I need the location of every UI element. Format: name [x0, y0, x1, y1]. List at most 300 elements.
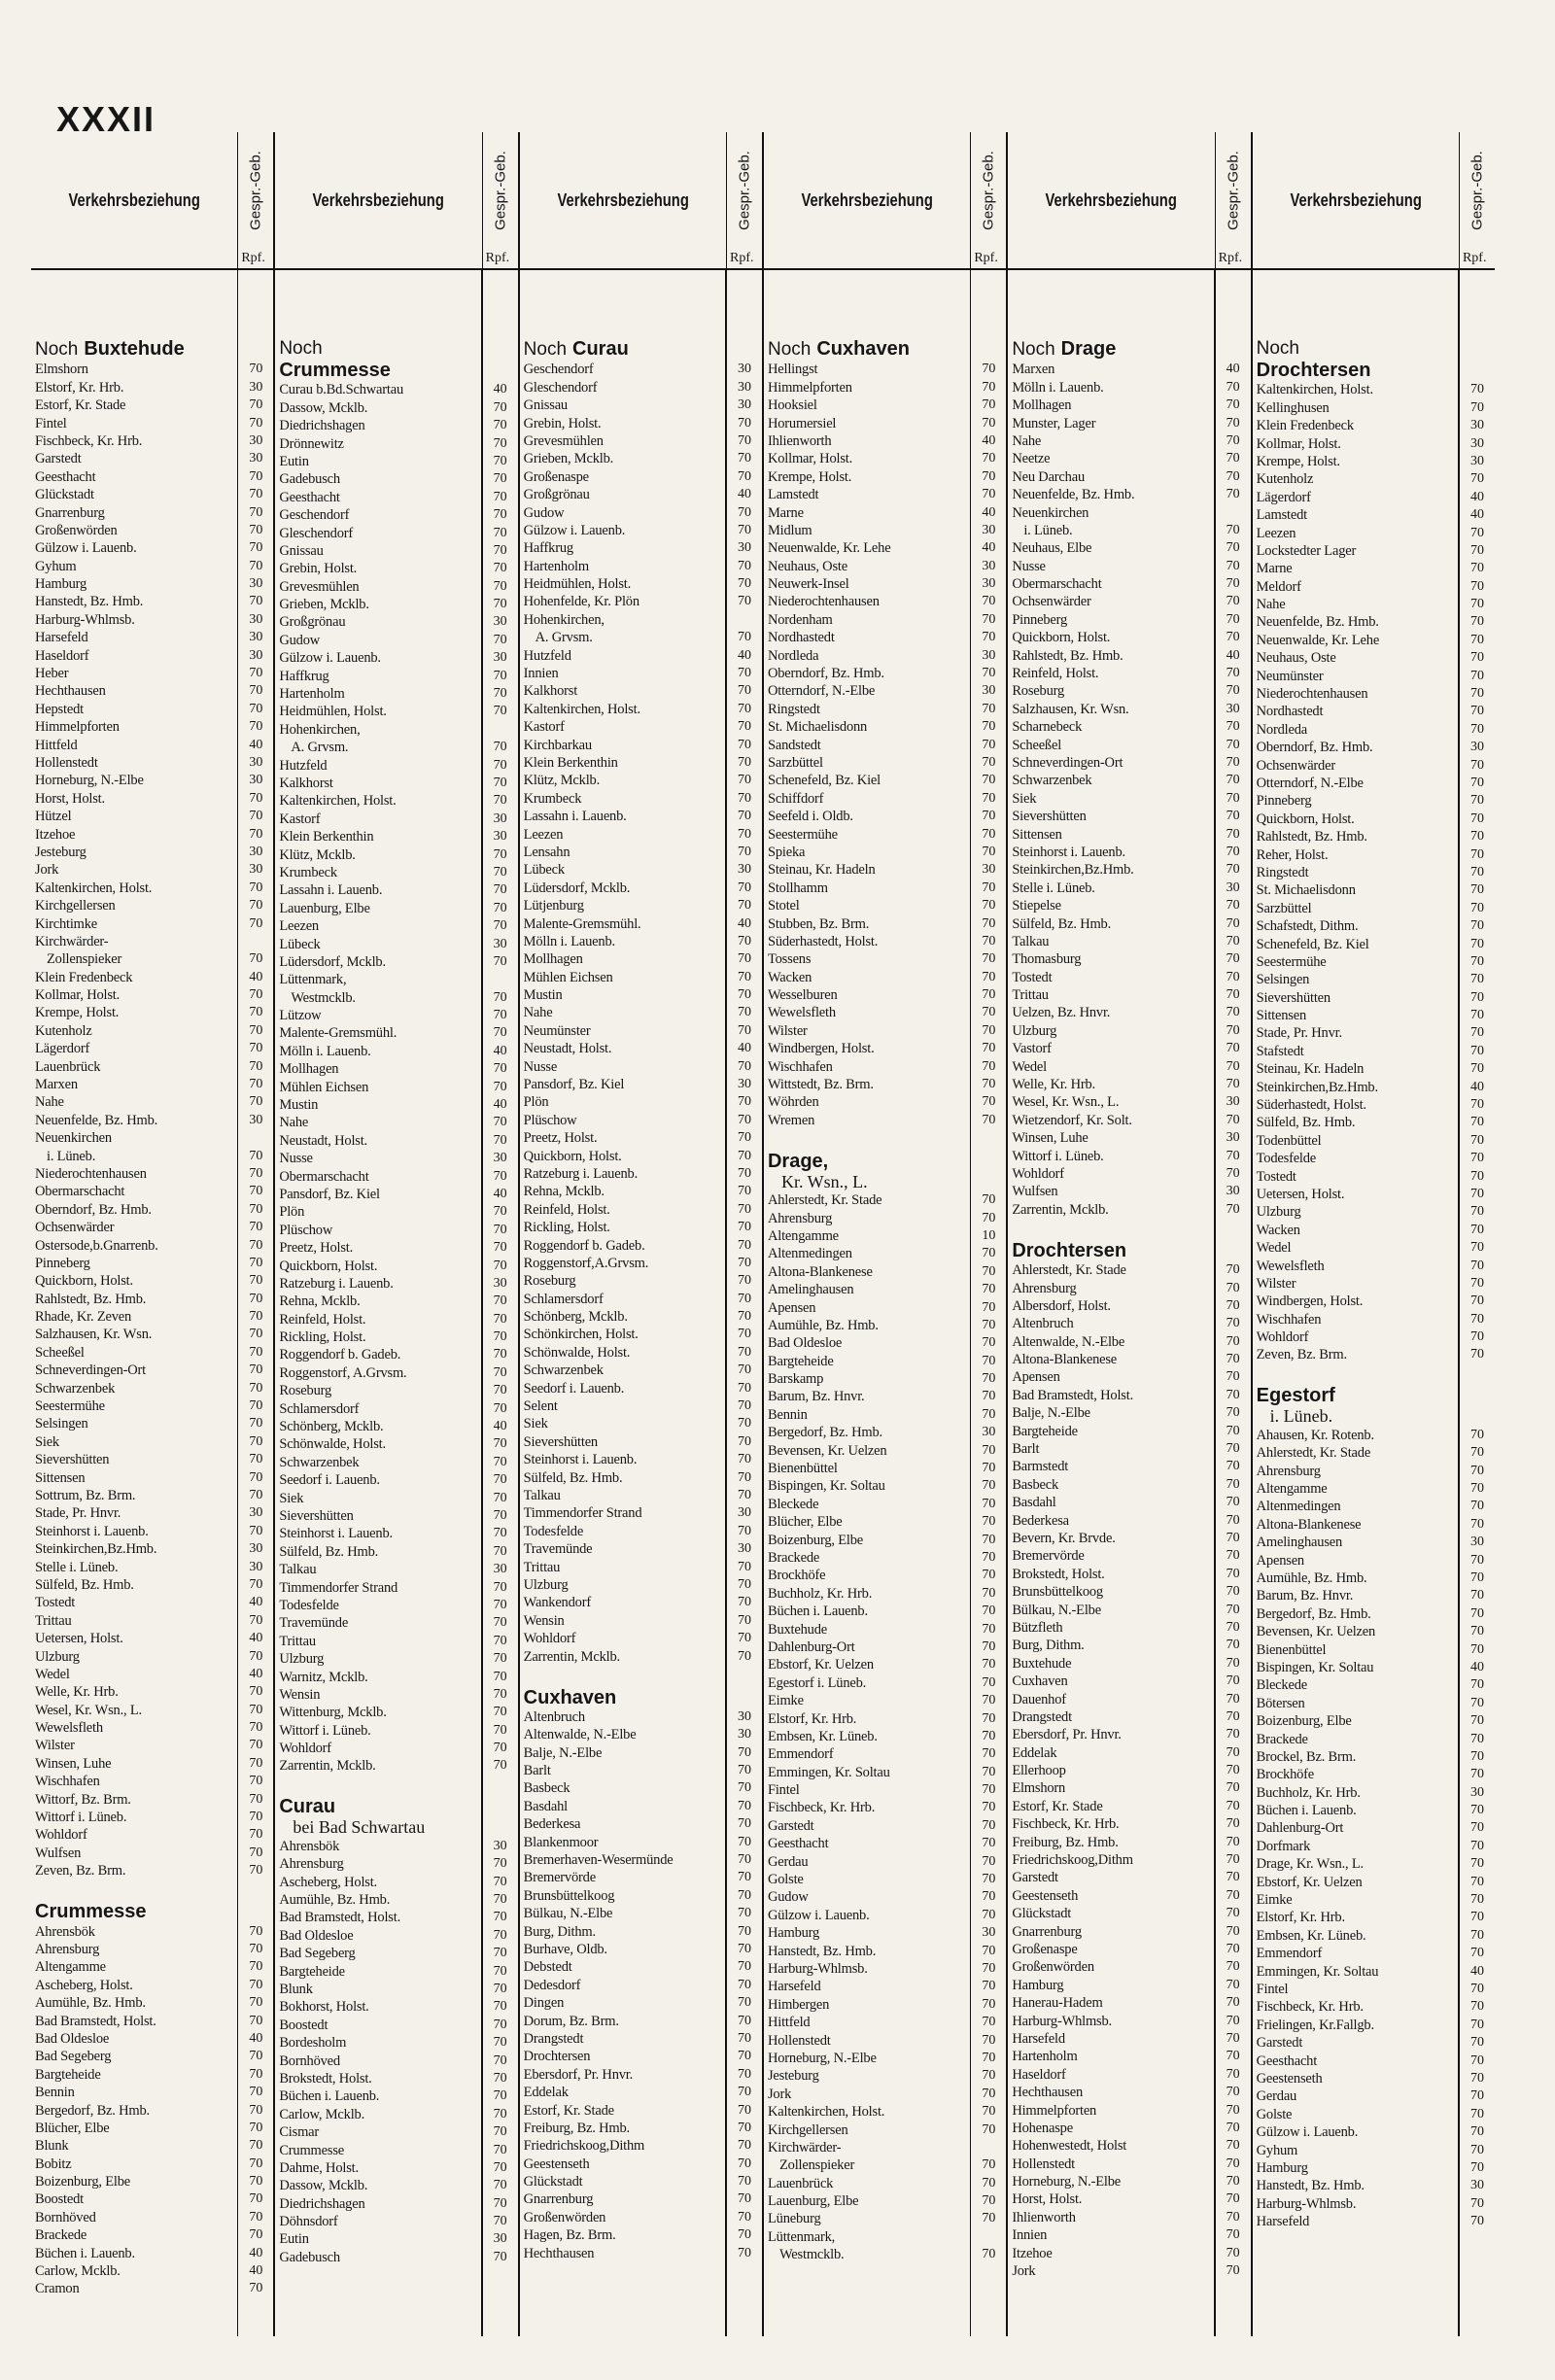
place-name: Kalkhorst: [279, 775, 333, 791]
place-name: Wittenburg, Mcklb.: [279, 1705, 387, 1721]
table-row: [764, 1638, 1006, 1656]
place-name: Lägerdorf: [1256, 489, 1311, 505]
rate-value: 70: [493, 525, 507, 540]
table-row: [764, 2067, 1006, 2085]
rate-value: 70: [982, 773, 996, 788]
table-row: [31, 665, 273, 682]
table-row: [1008, 539, 1250, 557]
rate-value: 70: [249, 504, 263, 520]
table-row: [31, 1004, 273, 1021]
place-name: Ellerhoop: [1012, 1763, 1066, 1779]
rate-value: 40: [249, 737, 263, 752]
table-row: [520, 736, 762, 753]
table-row: [520, 1057, 762, 1075]
place-name: Lägerdorf: [35, 1041, 90, 1057]
rate-value: 70: [1469, 597, 1484, 612]
rate-value: 70: [249, 1827, 263, 1843]
place-name: Geschendorf: [279, 507, 350, 524]
rate-value: 70: [1226, 809, 1240, 824]
place-name: Ebersdorf, Pr. Hnvr.: [1012, 1727, 1122, 1743]
table-row: [764, 1441, 1006, 1459]
table-row: [520, 933, 762, 950]
place-name: Rehna, Mcklb.: [523, 1184, 605, 1200]
place-name: Hohenfelde, Kr. Plön: [523, 594, 639, 610]
rate-value: 70: [249, 1184, 263, 1199]
place-name: Zeven, Bz. Brm.: [35, 1863, 126, 1880]
table-row: [275, 685, 517, 703]
place-name: Seestermühe: [767, 826, 838, 843]
rate-value: 70: [249, 2066, 263, 2082]
table-row: [1008, 1815, 1250, 1833]
rate-value: 30: [737, 1077, 751, 1092]
rate-value: 70: [493, 1874, 507, 1889]
rate-value: 70: [493, 2070, 507, 2086]
place-name: Altengamme: [1256, 1481, 1328, 1498]
place-name: Niederochtenhausen: [767, 594, 880, 610]
rate-value: 70: [1469, 1275, 1484, 1291]
table-row: [520, 1540, 762, 1558]
table-row: [1253, 1873, 1495, 1890]
rate-value: 70: [982, 1496, 996, 1511]
table-row: [520, 2065, 762, 2083]
place-name: Salzhausen, Kr. Wsn.: [35, 1327, 153, 1343]
rate-value: 70: [737, 2156, 751, 2171]
rate-value: 70: [982, 719, 996, 735]
rate-value: 70: [249, 826, 263, 842]
place-name: Oberndorf, Bz. Hmb.: [1256, 740, 1373, 756]
rate-header-label: Gespr.-Geb.: [980, 151, 997, 230]
table-row: [520, 1869, 762, 1886]
place-name: Mölln i. Lauenb.: [1012, 379, 1104, 396]
rate-value: 70: [1226, 1316, 1240, 1331]
table-row: [764, 1960, 1006, 1978]
place-name: Ochsenwärder: [1256, 757, 1335, 774]
table-row: [31, 378, 273, 396]
table-row: [764, 1298, 1006, 1316]
table-row: [520, 1762, 762, 1779]
rate-value: 30: [249, 1559, 263, 1574]
place-name: Harsefeld: [767, 1979, 821, 1995]
place-name: Himbergen: [767, 1996, 830, 2013]
table-row: [275, 1346, 517, 1363]
table-row: [764, 914, 1006, 932]
place-name: Brockhöfe: [767, 1568, 826, 1584]
place-name: Nusse: [523, 1058, 558, 1075]
table-row: [520, 1255, 762, 1272]
table-row: [275, 1239, 517, 1257]
rate-value: 70: [249, 2138, 263, 2154]
rate-value: 70: [1469, 846, 1484, 862]
table-row: [275, 577, 517, 595]
place-name: Welle, Kr. Hrb.: [35, 1684, 119, 1701]
table-row: [764, 718, 1006, 736]
rate-value: 70: [249, 1398, 263, 1414]
rate-value: 70: [1226, 1995, 1240, 2011]
table-row: [520, 1362, 762, 1379]
place-name: Gnarrenburg: [523, 2191, 594, 2208]
table-row: [1008, 1404, 1250, 1422]
place-name: Bremervörde: [1012, 1548, 1085, 1565]
rate-value: 70: [737, 1452, 751, 1467]
table-row: [764, 522, 1006, 539]
place-name: Nordhastedt: [767, 630, 835, 646]
table-row: [764, 1728, 1006, 1745]
table-row: [520, 486, 762, 503]
rate-value: 70: [737, 1344, 751, 1360]
table-row: [275, 881, 517, 899]
table-row: [764, 1460, 1006, 1477]
rate-value: 70: [249, 1309, 263, 1325]
rate-value: 70: [493, 1364, 507, 1380]
rate-value: 70: [1469, 1641, 1484, 1657]
rate-value: 70: [1226, 1780, 1240, 1796]
rate-value: 70: [493, 1240, 507, 1256]
table-row: [764, 1057, 1006, 1075]
place-name: Dassow, Mcklb.: [279, 399, 368, 416]
column-body: [520, 270, 762, 2336]
place-name: Nahe: [35, 1094, 64, 1111]
place-name: Brackede: [1256, 1731, 1308, 1747]
rate-value: 70: [1226, 1798, 1240, 1813]
rate-header-label: Gespr.-Geb.: [1469, 151, 1486, 230]
place-name: Obermarschacht: [35, 1184, 125, 1200]
table-row: [764, 646, 1006, 664]
section-heading: [520, 1687, 762, 1708]
place-name: Mollhagen: [523, 951, 583, 968]
place-name: Seestermühe: [35, 1398, 105, 1415]
rate-value: 70: [249, 1523, 263, 1538]
rate-value: 30: [737, 397, 751, 413]
place-name: Steinkirchen,Bz.Hmb.: [1012, 862, 1134, 879]
table-row: [1008, 1351, 1250, 1368]
rate-value: 70: [1469, 1570, 1484, 1585]
table-row: [764, 2103, 1006, 2121]
rate-value: 70: [493, 1079, 507, 1094]
rate-value: 70: [249, 2209, 263, 2225]
place-name: Sievershütten: [1256, 989, 1330, 1006]
place-name: Hohenkirchen,: [279, 721, 361, 738]
table-row: [1253, 453, 1495, 470]
rate-value: 70: [982, 2050, 996, 2065]
rate-value: 40: [249, 1666, 263, 1681]
table-row: [1008, 557, 1250, 574]
rate-value: 70: [737, 1327, 751, 1342]
table-row: [1008, 718, 1250, 736]
rate-value: 30: [1469, 1535, 1484, 1550]
column-body: [764, 270, 1006, 2336]
place-name: Bülkau, N.-Elbe: [523, 1906, 613, 1922]
rate-value: 70: [493, 1115, 507, 1130]
section-noch-label: Noch: [767, 339, 812, 360]
table-row: [31, 1594, 273, 1611]
rate-value: 70: [982, 809, 996, 824]
place-name: Seefeld i. Oldb.: [767, 809, 853, 825]
rate-value: 70: [1226, 379, 1240, 395]
rate-value: 70: [1469, 686, 1484, 702]
rate-value: 70: [737, 933, 751, 949]
rate-value: 30: [737, 540, 751, 556]
rate-value: 30: [982, 1925, 996, 1941]
rate-value: 70: [1469, 918, 1484, 934]
place-name: Basdahl: [1012, 1495, 1056, 1511]
table-row: [31, 1862, 273, 1880]
page-number: XXXII: [56, 99, 156, 139]
table-row: [31, 1994, 273, 2012]
table-row: [31, 2137, 273, 2155]
place-name: Fischbeck, Kr. Hrb.: [1256, 1999, 1364, 2016]
table-row: [1253, 2034, 1495, 2052]
rate-value: 70: [249, 415, 263, 431]
table-row: [31, 2244, 273, 2261]
place-name: Selsingen: [35, 1416, 88, 1432]
table-row: [1253, 1962, 1495, 1980]
table-row: [275, 381, 517, 398]
place-name: Nordleda: [767, 647, 819, 664]
place-name: Altona-Blankenese: [1256, 1516, 1362, 1533]
rate-value: 70: [1226, 915, 1240, 931]
place-name: Itzehoe: [35, 826, 76, 843]
rate-value: 70: [493, 793, 507, 809]
place-name: Lassahn i. Lauenb.: [523, 809, 627, 825]
table-row: [1253, 756, 1495, 774]
table-row: [764, 1370, 1006, 1388]
table-row: [275, 596, 517, 613]
table-row: [31, 1165, 273, 1183]
place-name: Brunsbüttelkoog: [523, 1887, 615, 1904]
place-name: Lützow: [279, 1008, 322, 1024]
place-name: Timmendorfer Strand: [279, 1579, 398, 1596]
place-name: Hanstedt, Bz. Hmb.: [1256, 2178, 1365, 2194]
rate-value: 70: [249, 951, 263, 967]
table-row: [764, 2121, 1006, 2138]
table-row: [31, 1272, 273, 1290]
rate-value: 70: [249, 1774, 263, 1789]
table-row: [275, 2087, 517, 2105]
table-row: [275, 2213, 517, 2230]
place-name: Ulzburg: [1012, 1022, 1057, 1039]
rate-value: 70: [1469, 793, 1484, 809]
table-row: [764, 1656, 1006, 1673]
rate-value: 70: [982, 2193, 996, 2209]
place-name: Drangstedt: [523, 2030, 584, 2047]
place-name: Blücher, Elbe: [767, 1514, 843, 1531]
rate-value: 70: [493, 1981, 507, 1996]
table-row: [1253, 1078, 1495, 1095]
rate-value: 30: [249, 844, 263, 859]
table-row: [1008, 2065, 1250, 2083]
place-name: Ringstedt: [1256, 864, 1309, 880]
place-name: Schwarzenbek: [279, 1454, 360, 1470]
table-row: [1008, 1779, 1250, 1797]
place-name: Mölln i. Lauenb.: [279, 1043, 371, 1059]
rate-value: 70: [249, 1810, 263, 1825]
rate-value: 70: [493, 578, 507, 594]
table-row: [764, 789, 1006, 807]
table-row: [1253, 2087, 1495, 2105]
table-row: [520, 1726, 762, 1743]
place-name: Rahlstedt, Bz. Hmb.: [35, 1291, 147, 1307]
rate-value: 70: [1226, 1369, 1240, 1385]
rate-value: 70: [493, 2106, 507, 2121]
table-row: [275, 1507, 517, 1525]
table-row: [1253, 2070, 1495, 2087]
place-name: Grevesmühlen: [279, 578, 360, 595]
rate-value: 70: [1469, 1258, 1484, 1273]
rate-value: 70: [493, 1204, 507, 1220]
table-row: [1253, 2159, 1495, 2177]
rate-value: 70: [249, 1237, 263, 1253]
rate-value: 70: [1226, 737, 1240, 752]
rate-value: 70: [1226, 558, 1240, 573]
table-row: [1253, 2141, 1495, 2158]
rate-value: 70: [737, 1416, 751, 1431]
place-name: Gadebusch: [279, 2249, 340, 2265]
rate-value: 70: [493, 2017, 507, 2032]
place-name: Schwarzenbek: [35, 1380, 116, 1397]
rate-value: 70: [493, 1436, 507, 1452]
table-row: [1253, 542, 1495, 560]
table-row: [31, 1976, 273, 1993]
rate-value: 70: [1469, 1168, 1484, 1184]
place-name: Drage, Kr. Wsn., L.: [1256, 1856, 1364, 1873]
place-name: Zeven, Bz. Brm.: [1256, 1347, 1347, 1363]
table-row: [31, 1701, 273, 1718]
table-row: [520, 1343, 762, 1361]
place-name: Cramon: [35, 2281, 80, 2297]
place-name: Wöhrden: [767, 1094, 819, 1111]
rate-value: 70: [249, 701, 263, 716]
table-row: [31, 933, 273, 950]
rate-value: 40: [493, 1419, 507, 1434]
place-name: Neu Darchau: [1012, 468, 1086, 485]
table-row: [764, 1076, 1006, 1093]
table-row: [31, 397, 273, 414]
place-name: Emmendorf: [767, 1746, 834, 1763]
rate-value: 30: [737, 1727, 751, 1742]
place-name: Fintel: [767, 1782, 800, 1799]
place-name: Lauenburg, Elbe: [767, 2193, 859, 2210]
table-row: [1008, 1165, 1250, 1183]
table-row: [275, 1275, 517, 1293]
table-row: [1253, 613, 1495, 631]
place-name: Mollhagen: [279, 1061, 339, 1078]
table-row: [764, 1852, 1006, 1870]
rate-value: 70: [982, 701, 996, 716]
table-row: [520, 1886, 762, 1904]
rate-header-label: Gespr.-Geb.: [247, 151, 264, 230]
rate-value: 70: [1469, 721, 1484, 737]
place-name: Trittau: [1012, 987, 1049, 1004]
table-row: [31, 1790, 273, 1808]
table-row: [1008, 414, 1250, 431]
table-row: [1253, 631, 1495, 648]
place-name: Ostersode,b.Gnarrenb.: [35, 1237, 158, 1254]
table-row: [31, 467, 273, 485]
rate-value: 40: [737, 647, 751, 663]
place-name: Roseburg: [1012, 683, 1065, 700]
table-row: [1253, 864, 1495, 881]
rate-value: 70: [493, 1526, 507, 1541]
place-name: Wischhafen: [35, 1774, 100, 1790]
rate-value: 70: [249, 1923, 263, 1939]
place-name: Rickling, Holst.: [279, 1329, 366, 1346]
rate-value: 40: [493, 1043, 507, 1058]
rate-value: 70: [982, 987, 996, 1003]
place-name: Trittau: [279, 1633, 316, 1649]
rate-value: 70: [982, 1022, 996, 1038]
table-row: [31, 1362, 273, 1379]
table-row: [31, 772, 273, 789]
rate-value: 70: [1226, 1852, 1240, 1868]
rate-value: 70: [982, 737, 996, 752]
rate-value: 30: [249, 432, 263, 448]
rate-value: 70: [982, 666, 996, 681]
place-name: Bülkau, N.-Elbe: [1012, 1602, 1101, 1618]
rate-value: 70: [493, 846, 507, 862]
rate-value: 40: [737, 1041, 751, 1056]
table-row: [1008, 1004, 1250, 1021]
place-name: Heidmühlen, Holst.: [523, 576, 632, 593]
rate-value: 70: [249, 1058, 263, 1074]
rate-value: 70: [1469, 1677, 1484, 1693]
table-row: [520, 2101, 762, 2119]
place-name: Steinau, Kr. Hadeln: [767, 862, 876, 879]
table-row: [520, 1797, 762, 1814]
rate-value: 70: [737, 451, 751, 466]
table-row: [520, 397, 762, 414]
table-row: [764, 1477, 1006, 1495]
place-name: Malente-Gremsmühl.: [523, 915, 641, 932]
place-name: Wilster: [1256, 1275, 1296, 1292]
table-row: [1253, 1131, 1495, 1149]
section-heading: [764, 338, 1006, 361]
rate-table: [31, 132, 1495, 2336]
rate-value: 70: [737, 1220, 751, 1235]
table-row: [1253, 506, 1495, 524]
table-row: [764, 1317, 1006, 1334]
rate-value: 70: [249, 1077, 263, 1092]
place-name: Bienenbüttel: [767, 1461, 838, 1477]
rate-value: 70: [1226, 1708, 1240, 1724]
place-name: Otterndorf, N.-Elbe: [1256, 775, 1364, 791]
rate-value: 70: [737, 1631, 751, 1646]
rate-value: 70: [249, 1041, 263, 1056]
table-row: [1008, 432, 1250, 450]
place-name: Siek: [35, 1433, 59, 1450]
table-row: [31, 414, 273, 431]
table-row: [764, 825, 1006, 843]
table-row: [31, 450, 273, 467]
table-row: [1253, 988, 1495, 1006]
place-name: Pinneberg: [1012, 611, 1068, 628]
rate-value: 30: [493, 2231, 507, 2247]
place-name: Grebin, Holst.: [279, 561, 358, 577]
place-name: Steinhorst i. Lauenb.: [1012, 844, 1125, 860]
section-heading: [31, 1901, 273, 1922]
table-row: [1008, 2190, 1250, 2208]
place-name: Gülzow i. Lauenb.: [279, 650, 381, 667]
table-row: [520, 414, 762, 431]
place-name: Geesthacht: [279, 489, 340, 505]
place-name: Himmelpforten: [767, 379, 852, 396]
place-name: Kalkhorst: [523, 683, 578, 700]
place-name: Kaltenkirchen, Holst.: [523, 701, 640, 717]
table-row: [1253, 398, 1495, 416]
place-name: Barmstedt: [1012, 1459, 1069, 1475]
place-name: Elstorf, Kr. Hrb.: [35, 379, 124, 396]
place-name: Ahrensburg: [1012, 1280, 1077, 1296]
place-name: Preetz, Holst.: [523, 1130, 598, 1147]
